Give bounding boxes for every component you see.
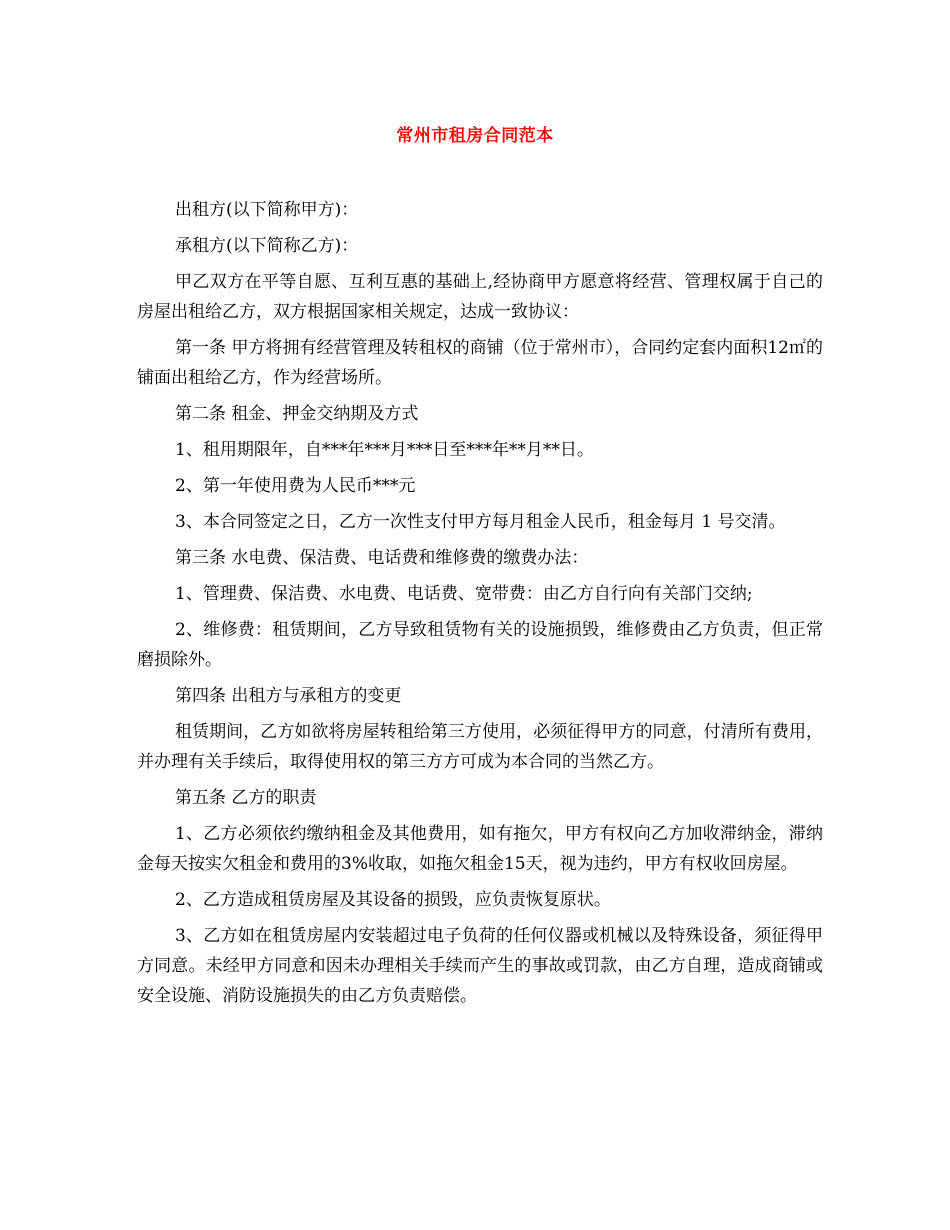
- paragraph-article-2-item-3: 3、本合同签定之日，乙方一次性支付甲方每月租金人民币，租金每月 1 号交清。: [175, 512, 786, 532]
- paragraph-article-2-heading: 第二条 租金、押金交纳期及方式: [175, 404, 419, 424]
- paragraph-article-2-item-1: 1、租用期限年，自***年***月***日至***年**月**日。: [175, 440, 594, 460]
- paragraph-article-3-heading: 第三条 水电费、保洁费、电话费和维修费的缴费办法：: [175, 548, 589, 568]
- paragraph-article-5-item-1: 1、乙方必须依约缴纳租金及其他费用，如有拖欠，甲方有权向乙方加收滞纳金，滞纳金每天按实欠租金和费用的3%收取，如拖欠租金15天，视为违约，甲方有权收回房屋。: [137, 824, 823, 874]
- paragraph-article-5-heading: 第五条 乙方的职责: [175, 788, 317, 808]
- document-title: 常州市租房合同范本: [396, 126, 554, 146]
- paragraph-preamble: 甲乙双方在平等自愿、互利互惠的基础上,经协商甲方愿意将经营、管理权属于自己的房屋出租给乙方，双方根据国家相关规定，达成一致协议：: [137, 272, 823, 322]
- paragraph-article-4-heading: 第四条 出租方与承租方的变更: [175, 686, 402, 706]
- paragraph-article-5-item-2: 2、乙方造成租赁房屋及其设备的损毁，应负责恢复原状。: [175, 890, 611, 910]
- paragraph-article-5-item-3: 3、乙方如在租赁房屋内安装超过电子负荷的任何仪器或机械以及特殊设备，须征得甲方同意。未经甲方同意和因未办理相关手续而产生的事故或罚款，由乙方自理，造成商铺或安全设施、消防设施损失的由乙方负责赔偿。: [137, 926, 823, 1006]
- paragraph-article-2-item-2: 2、第一年使用费为人民币***元: [175, 476, 416, 496]
- paragraph-article-1: 第一条 甲方将拥有经营管理及转租权的商铺（位于常州市），合同约定套内面积12㎡的铺面出租给乙方，作为经营场所。: [137, 338, 823, 388]
- paragraph-lessor: 出租方(以下简称甲方)：: [175, 200, 359, 220]
- paragraph-article-3-item-1: 1、管理费、保洁费、水电费、电话费、宽带费：由乙方自行向有关部门交纳;: [175, 584, 753, 604]
- paragraph-article-3-item-2: 2、维修费：租赁期间，乙方导致租赁物有关的设施损毁，维修费由乙方负责，但正常磨损除外。: [137, 620, 823, 670]
- document-body: [137, 195, 823, 1017]
- paragraph-lessee: 承租方(以下简称乙方)：: [175, 236, 359, 256]
- paragraph-article-4-body: 租赁期间，乙方如欲将房屋转租给第三方使用，必须征得甲方的同意，付清所有费用，并办理有关手续后，取得使用权的第三方方可成为本合同的当然乙方。: [137, 722, 823, 772]
